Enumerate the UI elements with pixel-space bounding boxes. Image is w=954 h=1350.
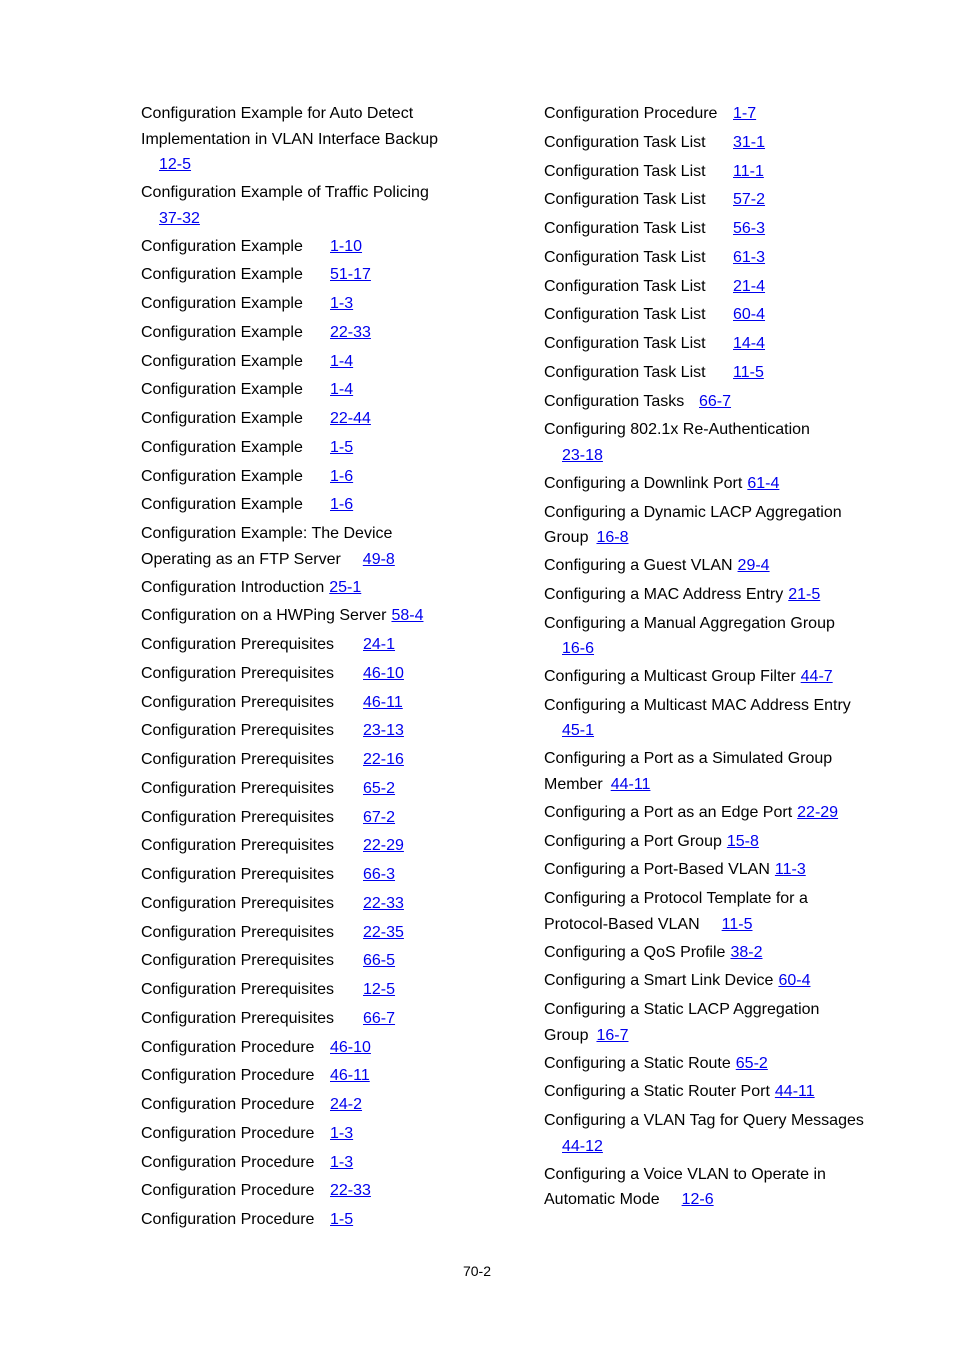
index-entry xyxy=(141,521,521,574)
index-entry-title: Configuring a Static LACP Aggregation xyxy=(544,1001,820,1018)
index-entry-title: Configuring a Guest VLAN xyxy=(544,557,733,574)
index-entry-title-line xyxy=(544,1108,884,1134)
index-entry-title: Configuring a Port as an Edge Port xyxy=(544,803,793,821)
index-entry-title-line xyxy=(141,127,521,153)
index-entry-title: Configuring a Port-Based VLAN xyxy=(544,861,770,879)
index-entry-page-link[interactable]: 23-18 xyxy=(562,446,603,464)
index-entry-page-link[interactable]: 22-29 xyxy=(797,803,839,821)
index-entry-page-link[interactable]: 1-5 xyxy=(330,1211,354,1228)
index-entry-page-link[interactable]: 31-1 xyxy=(733,133,766,151)
index-entry-title: Configuring a Multicast MAC Address Entry xyxy=(544,696,851,714)
index-entry xyxy=(544,1162,884,1215)
index-entry xyxy=(544,500,884,553)
index-entry-page-link[interactable]: 1-5 xyxy=(330,438,354,456)
index-entry xyxy=(141,861,521,890)
index-entry xyxy=(141,1120,521,1149)
index-entry-title: Configuration Prerequisites xyxy=(141,664,334,682)
index-entry-page-link[interactable]: 21-4 xyxy=(733,277,766,295)
index-entry xyxy=(141,746,521,775)
index-entry xyxy=(544,129,884,158)
index-entry-title: Automatic Mode xyxy=(544,1191,660,1208)
index-entry-page-link[interactable]: 22-33 xyxy=(330,1182,371,1200)
index-entry xyxy=(141,290,521,319)
index-entry xyxy=(141,376,521,405)
index-entry-title: Configuring a Port Group xyxy=(544,832,722,850)
index-entry-page-link[interactable]: 25-1 xyxy=(329,578,362,596)
index-entry xyxy=(141,491,521,520)
index-column-right xyxy=(544,100,884,1214)
index-entry-title: Configuration Procedure xyxy=(141,1211,315,1228)
index-entry-page-link[interactable]: 1-3 xyxy=(330,1124,354,1142)
index-entry-title: Configuring a VLAN Tag for Query Messages xyxy=(544,1112,864,1129)
index-entry xyxy=(141,832,521,861)
index-entry xyxy=(141,1177,521,1206)
index-entry-title: Implementation in VLAN Interface Backup xyxy=(141,130,439,148)
index-entry-title: Configuration Tasks xyxy=(544,392,685,410)
index-entry-page-link[interactable]: 21-5 xyxy=(788,585,821,603)
index-entry-page-link[interactable]: 24-1 xyxy=(363,636,396,653)
index-entry-page-link[interactable]: 22-29 xyxy=(363,837,404,855)
index-entry-title-line xyxy=(544,746,884,772)
index-entry xyxy=(141,919,521,948)
index-entry-page-link[interactable]: 1-3 xyxy=(330,295,354,312)
index-entry xyxy=(141,602,521,631)
index-entry-title: Configuration Example xyxy=(141,438,303,456)
index-entry xyxy=(141,1034,521,1063)
index-entry-title-line xyxy=(544,912,884,938)
index-entry-title: Configuration Example of Traffic Policing xyxy=(141,184,429,201)
index-entry xyxy=(141,947,521,976)
index-entry-page-link[interactable]: 65-2 xyxy=(735,1054,768,1072)
index-entry-page-link[interactable]: 46-10 xyxy=(363,664,404,682)
index-entry xyxy=(544,967,884,996)
index-entry-page-link[interactable]: 44-12 xyxy=(562,1137,603,1155)
index-entry-page-link[interactable]: 22-44 xyxy=(330,410,371,427)
index-entry-page-link[interactable]: 16-6 xyxy=(562,640,595,657)
index-entry-page-link[interactable]: 44-11 xyxy=(610,775,651,793)
index-entry-page-link[interactable]: 45-1 xyxy=(562,722,595,740)
index-entry-title: Configuring a Port as a Simulated Group xyxy=(544,750,833,768)
index-entry-title: Configuration Procedure xyxy=(141,1038,315,1056)
index-entry xyxy=(544,215,884,244)
index-entry-title: Configuration Prerequisites xyxy=(141,894,334,912)
index-entry-page-link[interactable]: 46-11 xyxy=(330,1067,370,1085)
index-entry xyxy=(544,799,884,828)
index-entry-title: Configuration Prerequisites xyxy=(141,1009,334,1027)
index-entry xyxy=(544,611,884,664)
index-entry-title: Configuring a Static Route xyxy=(544,1054,731,1072)
index-entry xyxy=(141,574,521,603)
index-entry-title-line xyxy=(544,1162,884,1188)
index-entry-page-link[interactable]: 56-3 xyxy=(733,220,766,237)
index-entry-title-line xyxy=(544,417,884,443)
index-entry xyxy=(544,1050,884,1079)
index-entry-page-link[interactable]: 57-2 xyxy=(733,191,766,209)
index-entry-title: Configuration Example xyxy=(141,410,303,427)
index-entry-page-link[interactable]: 66-5 xyxy=(363,952,396,970)
index-entry-title-line xyxy=(544,1187,884,1213)
index-entry-title: Configuration on a HWPing Server xyxy=(141,607,387,625)
index-entry-page-link[interactable]: 24-2 xyxy=(330,1096,363,1113)
index-entry-title: Configuring a Dynamic LACP Aggregation xyxy=(544,503,842,521)
index-entry xyxy=(141,890,521,919)
index-entry-title: Configuration Example xyxy=(141,323,303,341)
index-entry-title: Configuration Task List xyxy=(544,363,706,381)
index-entry xyxy=(544,100,884,129)
index-entry-title: Configuration Example xyxy=(141,266,303,284)
index-entry xyxy=(141,1149,521,1178)
index-entry-title: Member xyxy=(544,775,603,793)
index-entry-page-link[interactable]: 66-7 xyxy=(699,392,732,410)
index-entry-title-line xyxy=(544,886,884,912)
index-entry-page-link[interactable]: 1-3 xyxy=(330,1153,354,1171)
index-entry xyxy=(141,233,521,262)
index-entry-title: Group xyxy=(544,1026,589,1044)
index-entry-title: Configuring a Downlink Port xyxy=(544,474,743,492)
index-entry-title: Configuration Example xyxy=(141,352,303,370)
index-entry-page-link[interactable]: 16-7 xyxy=(596,1026,629,1044)
index-entry-title: Configuration Task List xyxy=(544,248,706,266)
index-entry xyxy=(141,689,521,718)
index-entry xyxy=(544,359,884,388)
index-entry-page-link[interactable]: 1-7 xyxy=(733,105,757,122)
index-entry-page-link[interactable]: 46-10 xyxy=(330,1038,371,1056)
index-entry-title: Configuration Prerequisites xyxy=(141,837,334,855)
index-entry xyxy=(141,1005,521,1034)
index-entry-title: Operating as an FTP Server xyxy=(141,550,341,568)
index-entry-page-link[interactable]: 38-2 xyxy=(730,943,763,961)
index-entry-page-link[interactable]: 1-6 xyxy=(330,496,354,514)
index-entry xyxy=(141,348,521,377)
index-entry-title: Configuration Example: The Device xyxy=(141,525,393,542)
index-entry-title: Configuring a Protocol Template for a xyxy=(544,890,808,907)
index-entry-page-link[interactable]: 22-33 xyxy=(363,894,404,912)
index-entry-title: Configuration Procedure xyxy=(544,105,718,122)
index-entry xyxy=(141,976,521,1005)
index-entry xyxy=(544,388,884,417)
index-entry-title: Configuring 802.1x Re-Authentication xyxy=(544,421,810,439)
index-entry-title: Group xyxy=(544,529,589,546)
index-entry xyxy=(141,434,521,463)
index-entry xyxy=(141,463,521,492)
index-entry-page-link[interactable]: 11-1 xyxy=(733,162,764,180)
index-entry-title: Configuration Task List xyxy=(544,162,706,180)
index-entry-page-link[interactable]: 66-3 xyxy=(363,866,396,883)
index-entry-page-link[interactable]: 58-4 xyxy=(391,607,424,625)
index-entry-page-link[interactable]: 1-4 xyxy=(330,352,354,370)
index-entry-title: Configuring a MAC Address Entry xyxy=(544,585,784,603)
index-entry-title: Configuration Example xyxy=(141,467,303,485)
index-entry xyxy=(544,939,884,968)
index-entry-title: Configuration Introduction xyxy=(141,578,325,596)
index-entry-title: Configuration Prerequisites xyxy=(141,636,334,653)
index-entry xyxy=(544,746,884,799)
index-entry xyxy=(141,101,521,179)
index-entry-title: Configuration Task List xyxy=(544,335,706,352)
index-entry-title: Configuration Task List xyxy=(544,306,706,324)
index-entry-title: Configuration Task List xyxy=(544,277,706,295)
index-entry-page-link[interactable]: 11-5 xyxy=(721,915,753,933)
index-entry-page-link[interactable]: 12-6 xyxy=(681,1191,714,1208)
index-entry xyxy=(544,470,884,499)
index-entry-page-link[interactable]: 65-2 xyxy=(363,779,396,797)
index-entry-title: Configuration Prerequisites xyxy=(141,779,334,797)
index-entry-title: Configuring a Multicast Group Filter xyxy=(544,668,796,685)
index-entry-page-link[interactable]: 61-4 xyxy=(747,474,780,492)
index-entry xyxy=(544,1108,884,1161)
index-entry xyxy=(141,1062,521,1091)
index-entry-title: Configuration Example xyxy=(141,237,303,255)
index-entry xyxy=(544,244,884,273)
index-entry-title: Configuration Prerequisites xyxy=(141,808,334,826)
index-entry-page-link[interactable]: 29-4 xyxy=(737,557,770,574)
index-entry xyxy=(141,1091,521,1120)
index-entry-title: Configuration Procedure xyxy=(141,1096,315,1113)
index-entry-title: Protocol-Based VLAN xyxy=(544,915,700,933)
index-entry-page-link[interactable]: 1-10 xyxy=(330,237,363,255)
index-entry-title-line xyxy=(544,500,884,526)
index-entry xyxy=(544,581,884,610)
index-entry-page-link[interactable]: 37-32 xyxy=(159,209,200,227)
index-entry xyxy=(544,693,884,746)
index-entry xyxy=(544,417,884,470)
index-column-left xyxy=(141,100,521,1235)
index-entry-title-line xyxy=(544,772,884,798)
index-entry-title-line xyxy=(141,101,521,127)
index-entry-title: Configuration Task List xyxy=(544,191,706,209)
index-entry-page-link[interactable]: 61-3 xyxy=(733,248,766,266)
index-entry xyxy=(141,775,521,804)
index-entry-title-line xyxy=(141,521,521,547)
index-entry-title: Configuration Prerequisites xyxy=(141,722,334,740)
index-entry xyxy=(544,552,884,581)
index-entry xyxy=(544,886,884,939)
index-entry-title-line xyxy=(141,547,521,573)
index-entry-title: Configuration Example for Auto Detect xyxy=(141,105,414,122)
index-entry-title-line xyxy=(544,997,884,1023)
index-entry-page-link[interactable]: 22-16 xyxy=(363,751,404,768)
index-entry-title-line xyxy=(544,525,884,551)
index-entry-title: Configuration Prerequisites xyxy=(141,923,334,941)
index-entry xyxy=(141,631,521,660)
index-entry xyxy=(141,180,521,233)
page-number: 70-2 xyxy=(462,1263,492,1279)
index-entry-page-link[interactable]: 16-8 xyxy=(596,529,629,546)
index-entry-page-link[interactable]: 60-4 xyxy=(778,972,811,990)
index-entry xyxy=(141,405,521,434)
index-entry xyxy=(544,1078,884,1107)
index-entry-page-link[interactable]: 49-8 xyxy=(362,550,395,568)
index-entry-title: Configuration Example xyxy=(141,381,303,399)
index-entry-page-link[interactable]: 1-6 xyxy=(330,467,354,485)
index-entry-title: Configuring a Manual Aggregation Group xyxy=(544,614,835,632)
index-entry xyxy=(544,828,884,857)
index-entry-page-link[interactable]: 67-2 xyxy=(363,808,396,826)
index-entry-page-link[interactable]: 44-7 xyxy=(800,668,833,685)
index-entry-page-link[interactable]: 14-4 xyxy=(733,335,766,352)
index-entry-title: Configuration Procedure xyxy=(141,1067,315,1085)
index-entry-page-link[interactable]: 11-3 xyxy=(774,861,806,879)
index-entry-page-link[interactable]: 66-7 xyxy=(363,1009,396,1027)
index-entry-title: Configuration Procedure xyxy=(141,1153,315,1171)
index-entry xyxy=(544,330,884,359)
index-entry xyxy=(141,1206,521,1235)
index-entry xyxy=(544,997,884,1050)
index-entry-title: Configuration Procedure xyxy=(141,1182,315,1200)
index-entry-title: Configuration Prerequisites xyxy=(141,981,334,998)
index-entry-page-link[interactable]: 1-4 xyxy=(330,381,354,399)
index-entry-title: Configuration Prerequisites xyxy=(141,751,334,768)
index-entry-page-link[interactable]: 12-5 xyxy=(159,156,192,173)
index-entry xyxy=(544,186,884,215)
index-entry xyxy=(141,319,521,348)
index-entry-title: Configuration Prerequisites xyxy=(141,693,334,711)
index-entry xyxy=(141,804,521,833)
index-entry xyxy=(544,856,884,885)
index-entry-title: Configuring a Voice VLAN to Operate in xyxy=(544,1165,826,1183)
index-entry-page-link[interactable]: 46-11 xyxy=(363,693,403,711)
index-entry-page-link[interactable]: 15-8 xyxy=(726,832,759,850)
index-entry xyxy=(544,663,884,692)
index-entry-title: Configuring a QoS Profile xyxy=(544,943,726,961)
index-entry-title: Configuration Task List xyxy=(544,220,706,237)
index-entry xyxy=(141,261,521,290)
index-entry-title: Configuring a Smart Link Device xyxy=(544,972,774,990)
index-entry-title: Configuration Procedure xyxy=(141,1124,315,1142)
index-entry-page-link[interactable]: 22-33 xyxy=(330,323,371,341)
index-entry-title: Configuring a Static Router Port xyxy=(544,1083,770,1101)
index-entry-page-link[interactable]: 60-4 xyxy=(733,306,766,324)
index-entry-page-link[interactable]: 44-11 xyxy=(774,1083,815,1101)
index-entry-page-link[interactable]: 22-35 xyxy=(363,923,404,941)
index-entry-page-link[interactable]: 12-5 xyxy=(363,981,396,998)
index-entry-title-line xyxy=(544,693,884,719)
index-entry xyxy=(544,301,884,330)
index-entry-page-link[interactable]: 51-17 xyxy=(330,266,371,284)
index-entry-title: Configuration Prerequisites xyxy=(141,866,334,883)
index-entry-title-line xyxy=(141,180,521,206)
index-entry-title-line xyxy=(544,1023,884,1049)
index-entry-title-line xyxy=(544,611,884,637)
index-entry-title: Configuration Prerequisites xyxy=(141,952,334,970)
index-entry-title: Configuration Example xyxy=(141,295,303,312)
index-entry xyxy=(544,158,884,187)
index-entry xyxy=(141,660,521,689)
index-entry-page-link[interactable]: 23-13 xyxy=(363,722,404,740)
index-entry xyxy=(544,273,884,302)
index-entry-title: Configuration Task List xyxy=(544,133,706,151)
index-entry-title: Configuration Example xyxy=(141,496,303,514)
index-entry-page-link[interactable]: 11-5 xyxy=(733,363,764,381)
index-entry xyxy=(141,717,521,746)
